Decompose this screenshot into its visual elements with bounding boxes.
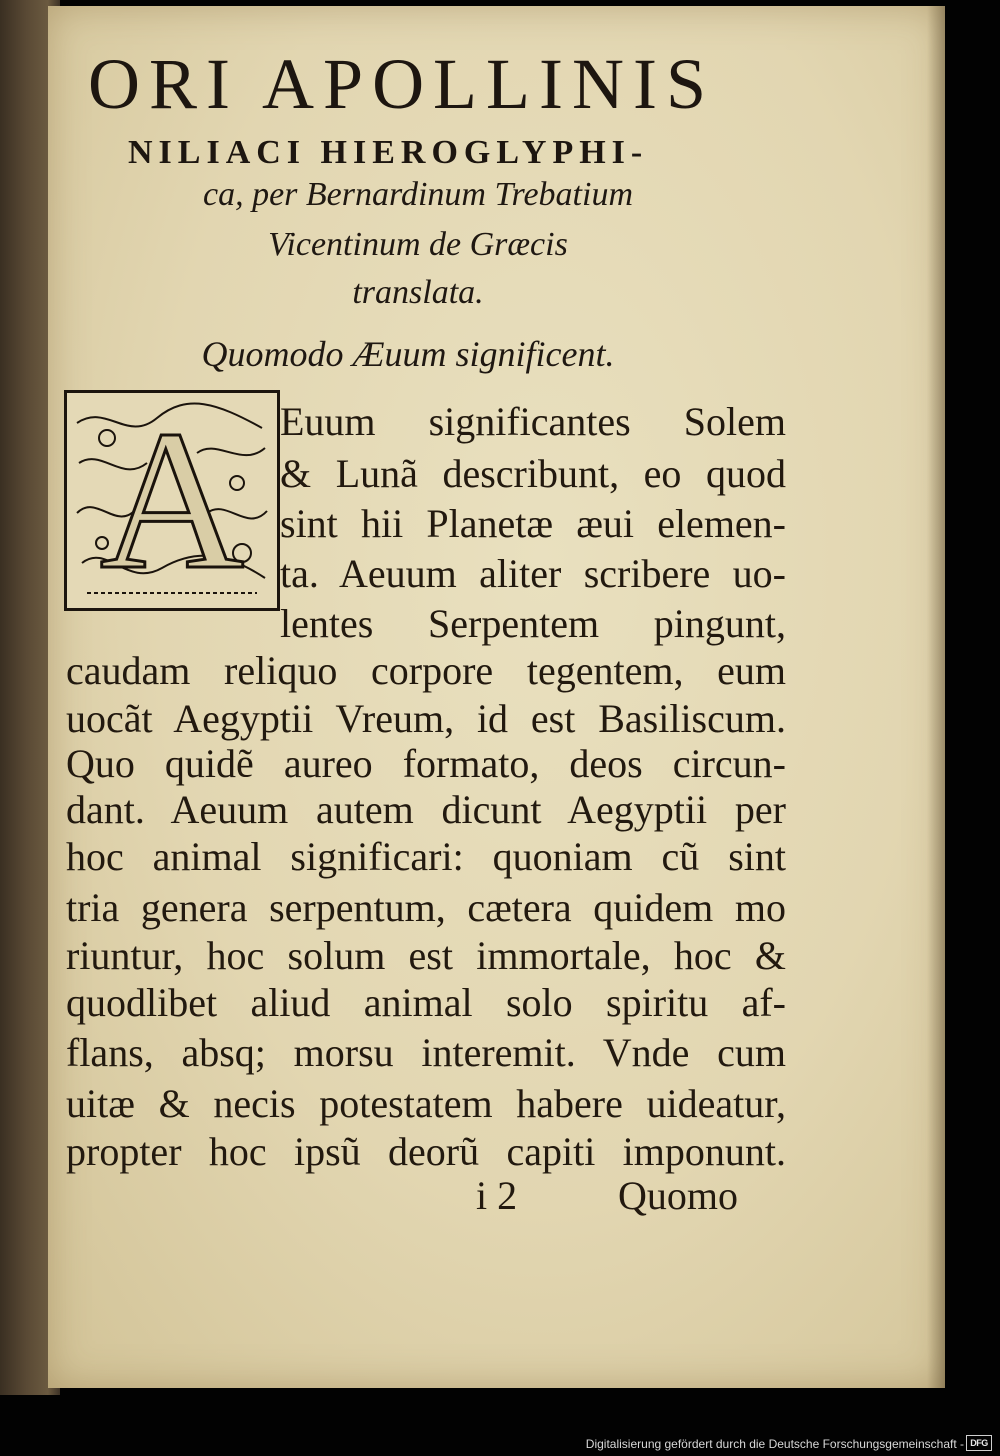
title-line-3: ca, per Bernardinum Trebatium — [202, 176, 633, 213]
section-title: Quomodo Æuum significent. — [201, 334, 615, 374]
signature-mark: i 2 — [476, 1173, 518, 1218]
body-line: & Lunã describunt, eo quod — [280, 451, 786, 496]
body-line: dant. Aeuum autem dicunt Aegyptii per — [66, 787, 786, 832]
body-line: ta. Aeuum aliter scribere uo- — [280, 551, 786, 596]
title-line-1: ORI APOLLINIS — [88, 44, 716, 124]
decorated-initial — [64, 390, 280, 611]
body-line: propter hoc ipsũ deorũ capiti imponunt. — [66, 1129, 786, 1174]
book-page — [48, 6, 945, 1388]
body-line: caudam reliquo corpore tegentem, eum — [66, 648, 786, 693]
digitization-credit: Digitalisierung gefördert durch die Deutsche Forschungsgemeinschaft - — [585, 1437, 964, 1451]
dfg-logo: DFG — [966, 1435, 992, 1451]
catchword: Quomo — [618, 1173, 738, 1218]
body-line: tria genera serpentum, cætera quidem mo — [66, 885, 786, 930]
body-line: uocãt Aegyptii Vreum, id est Basiliscum. — [66, 696, 786, 741]
body-line: uitæ & necis potestatem habere uideatur, — [66, 1081, 786, 1126]
body-line: lentes Serpentem pingunt, — [280, 601, 786, 646]
body-line: riuntur, hoc solum est immortale, hoc & — [66, 933, 786, 978]
body-line: Quo quidẽ aureo formato, deos circun- — [66, 741, 786, 786]
body-line: Euum significantes Solem — [280, 399, 786, 444]
body-line: hoc animal significari: quoniam cũ sint — [66, 834, 786, 879]
body-line: quodlibet aliud animal solo spiritu af- — [66, 980, 786, 1025]
title-line-2: NILIACI HIEROGLYPHI- — [128, 134, 649, 171]
title-line-5: translata. — [352, 274, 484, 311]
body-line: flans, absq; morsu interemit. Vnde cum — [66, 1030, 786, 1075]
title-line-4: Vicentinum de Græcis — [268, 226, 568, 263]
body-line: sint hii Planetæ æui elemen- — [280, 501, 786, 546]
drop-cap-letter: A — [99, 390, 245, 611]
